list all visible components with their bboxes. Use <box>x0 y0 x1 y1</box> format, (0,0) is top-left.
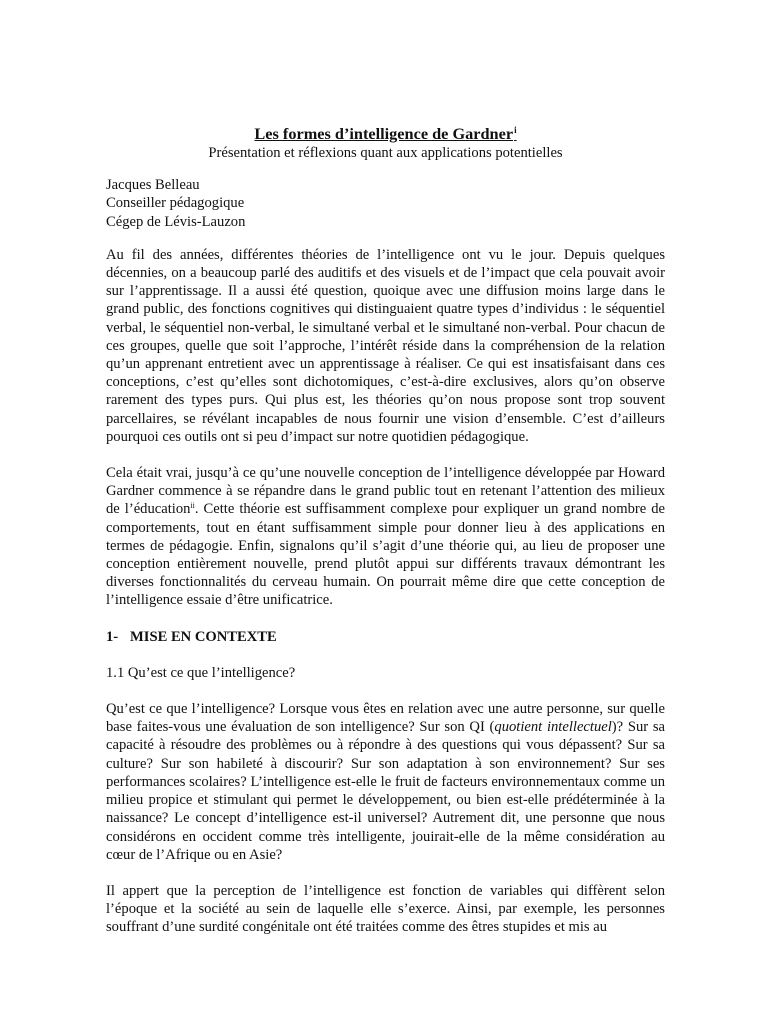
question-paragraph-text-2: )? Sur sa capacité à résoudre des problèmes ou à répondre à des questions qui vous dépassent? Sur sa culture? Sur son habileté à discourir? Sur son adaptation à son environnement? Sur ses performances scolaires? L’intelligence est-elle le fruit de facteurs environnementaux comme un milieu propice et stimulant qui permet le développement, ou bien est-elle prédéterminée à la naissance? Le concept d’intelligence est-il universel? Autrement dit, une personne que nous considérons en occident comme très intelligente, jouirait-elle de la même considération au cœur de l’Afrique ou en Asie? <box>106 719 665 863</box>
section-1-title: MISE EN CONTEXTE <box>130 628 277 645</box>
gardner-paragraph-text-1: Cela était vrai, jusqu’à ce qu’une nouvelle conception de l’intelligence développée par Howard Gardner commence à se répandre dans le grand public tout en retenant l’attention des milieux de l’éducation <box>106 465 665 518</box>
subsection-1-1-heading: 1.1 Qu’est ce que l’intelligence? <box>106 664 296 681</box>
document-title-text: Les formes d’intelligence de Gardner <box>254 124 514 143</box>
section-1-number: 1- <box>106 628 119 645</box>
author-name: Jacques Belleau <box>106 177 200 194</box>
author-role: Conseiller pédagogique <box>106 195 245 212</box>
title-block <box>106 120 665 162</box>
document-page <box>106 120 665 955</box>
question-paragraph <box>106 700 665 864</box>
author-institution: Cégep de Lévis-Lauzon <box>106 213 246 230</box>
section-1-heading <box>106 628 665 646</box>
question-paragraph-text-1: Qu’est ce que l’intelligence? Lorsque vous êtes en relation avec une autre personne, sur quelle base faites-vous une évaluation de son intelligence? Sur son QI ( <box>106 701 665 736</box>
endnote-marker-ii[interactable]: ii <box>190 501 195 511</box>
intro-paragraph: Au fil des années, différentes théories de l’intelligence ont vu le jour. Depuis quelques décennies, on a beaucoup parlé des auditifs et des visuels et de l’impact que cela pouvait avoir sur l’apprentissage. Il a aussi été question, quoique avec une diffusion moins large dans le grand public, des fonctions cognitives qui distinguaient quatre types d’individus : le séquentiel verbal, le séquentiel non-verbal, le simultané verbal et le simultané non-verbal. Pour chacun de ces groupes, quelle que soit l’approche, l’intérêt réside dans la compréhension de la relation qu’un apprenant entretient avec un apprentissage à réaliser. Ce qui est insatisfaisant dans ces conceptions, c’est qu’elles sont dichotomiques, c’est-à-dire exclusives, alors qu’on observe rarement des types purs. Qui plus est, les théories qu’on nous propose sont trop souvent parcellaires, se révélant incapables de nous fournir une vision d’ensemble. C’est d’ailleurs pourquoi ces outils ont si peu d’impact sur notre quotidien pédagogique. <box>106 246 665 445</box>
document-title <box>106 120 665 144</box>
gardner-paragraph-text-2: . Cette théorie est suffisamment complexe pour expliquer un grand nombre de comportements, tout en étant suffisamment simple pour donner lieu à des applications en termes de pédagogie. Enfin, signalons qu’il s’agit d’une théorie qui, au lieu de proposer une conception entièrement nouvelle, prend plutôt appui sur différents travaux démontrant les diverses fonctionnalités du cerveau humain. On pourrait même dire que cette conception de l’intelligence essaie d’être unificatrice. <box>106 501 665 609</box>
perception-paragraph: Il appert que la perception de l’intelligence est fonction de variables qui diffèrent selon l’époque et la société au sein de laquelle elle s’exerce. Ainsi, par exemple, les personnes souffrant d’une surdité congénitale ont été traitées comme des êtres stupides et mis au <box>106 882 665 936</box>
gardner-paragraph <box>106 464 665 610</box>
title-footnote-marker[interactable]: i <box>514 125 517 135</box>
document-subtitle: Présentation et réflexions quant aux applications potentielles <box>208 145 563 161</box>
question-paragraph-italic: quotient intellectuel <box>494 719 612 736</box>
author-block <box>106 176 665 231</box>
